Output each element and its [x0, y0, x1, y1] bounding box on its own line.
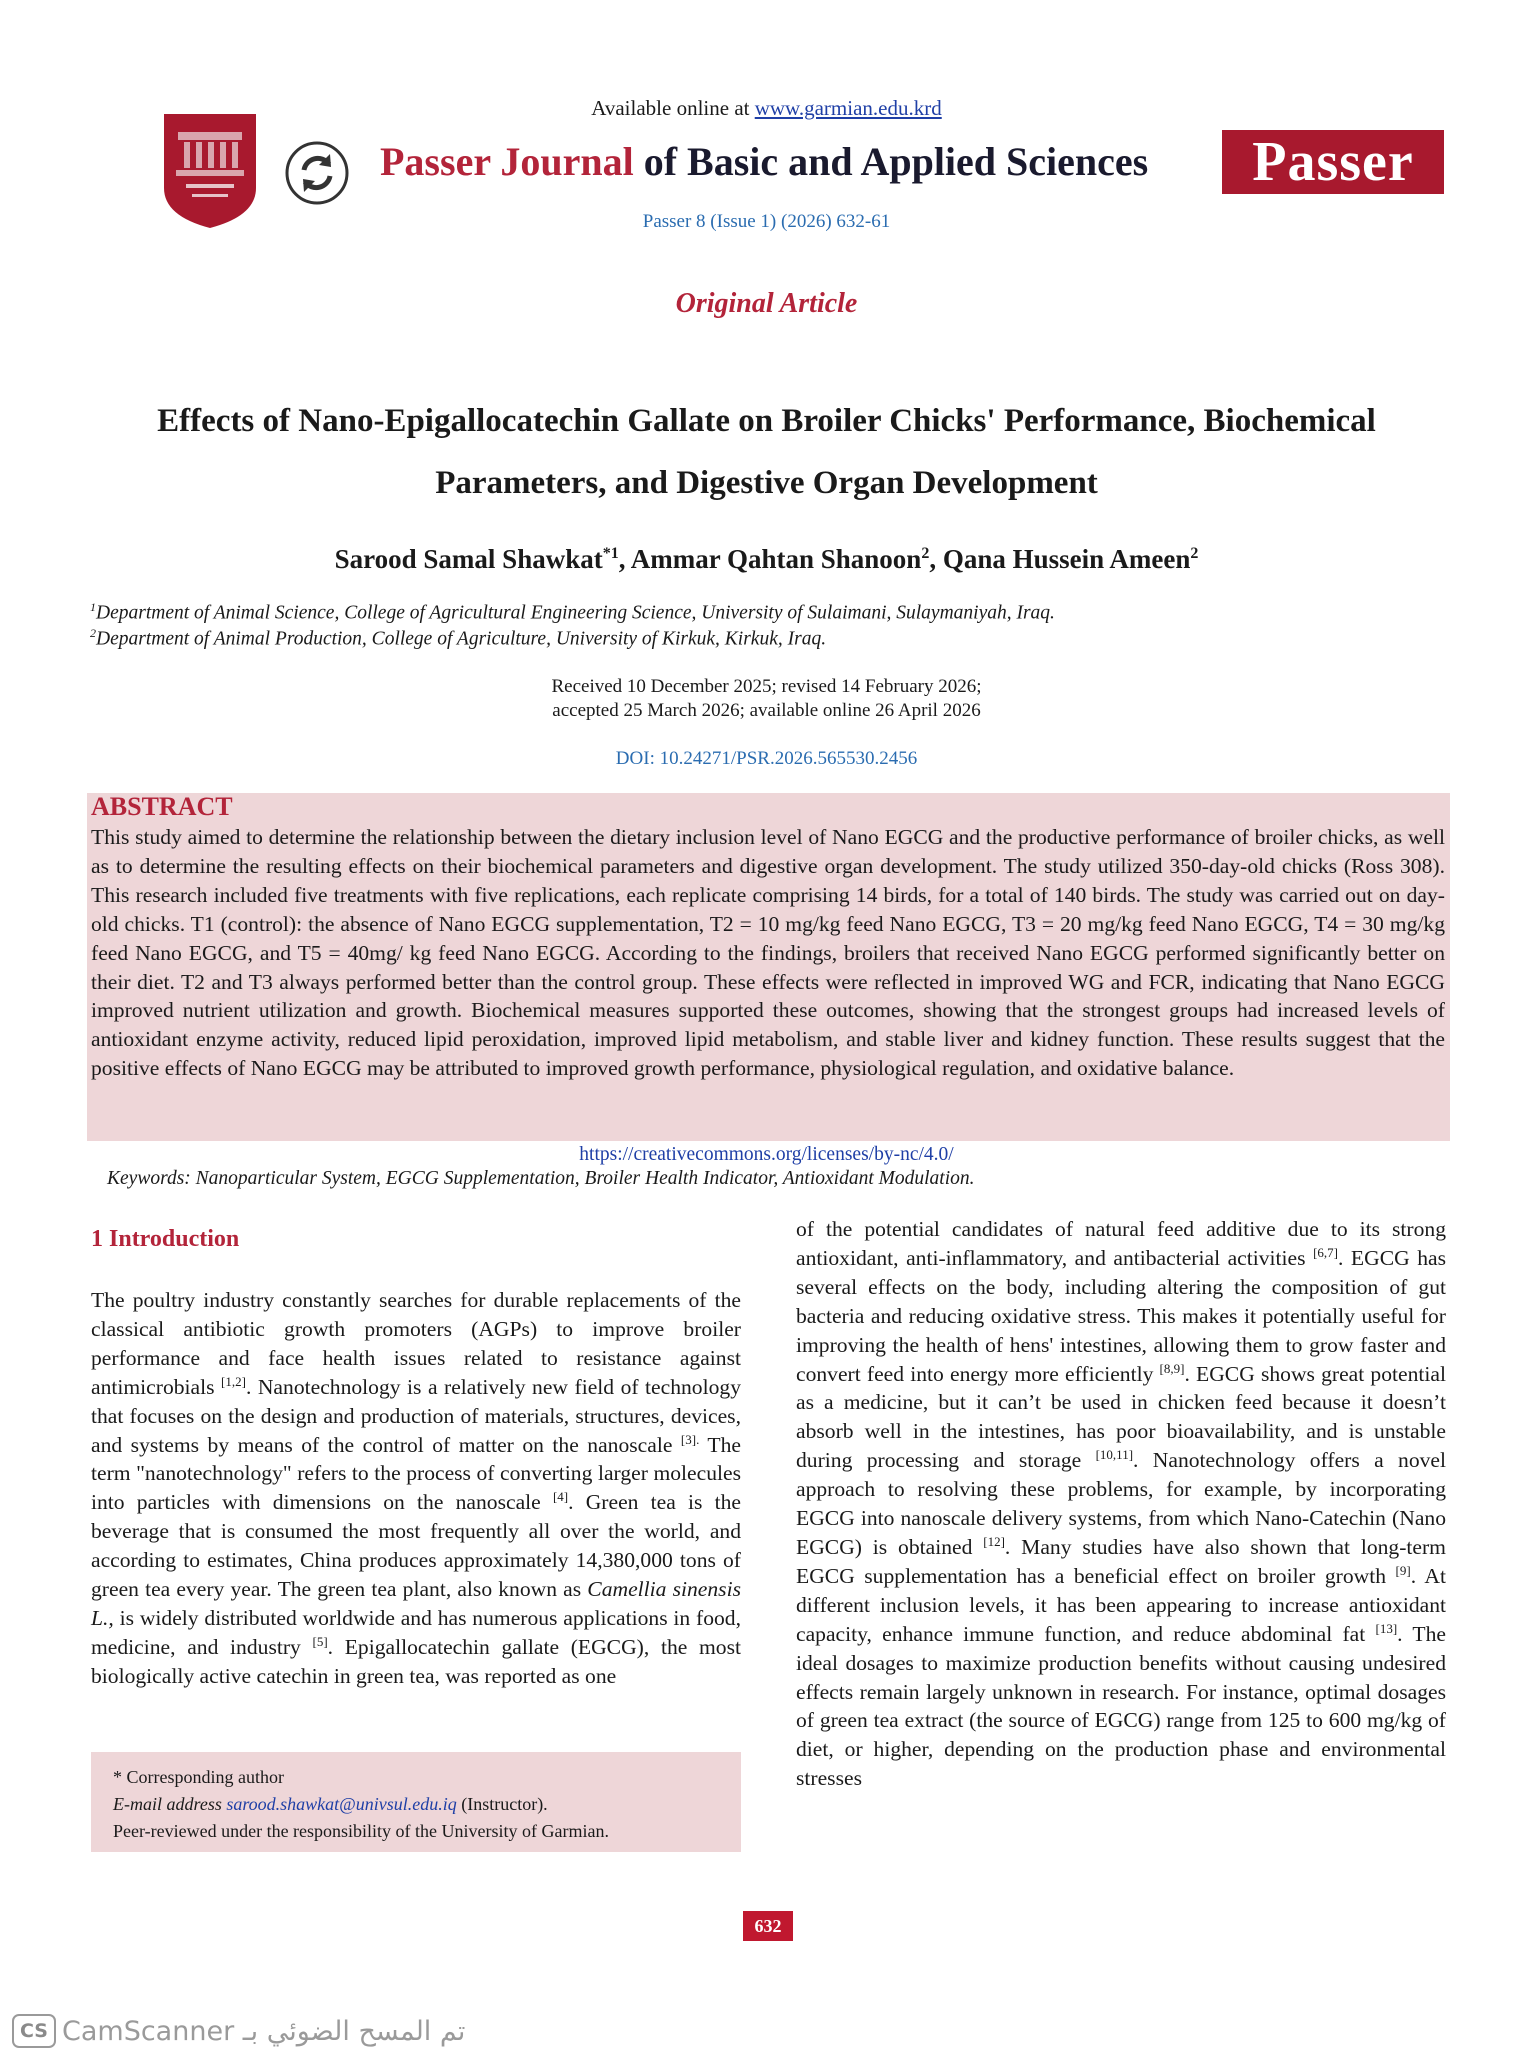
- citation: [12]: [983, 1533, 1005, 1549]
- citation: [10,11]: [1095, 1447, 1134, 1463]
- intro-left-text-1: The poultry industry constantly searches for durable replacements of the classical antibiotic growth promoters (AGPs) to improve broiler performance and face health issues related to resistance against antimicrobials: [91, 1288, 741, 1399]
- doi-label: DOI:: [615, 748, 660, 769]
- affiliation-2: [90, 626, 1450, 651]
- affiliation-1-sup: 1: [90, 600, 96, 614]
- abstract-heading: ABSTRACT: [91, 792, 233, 821]
- affiliation-2-sup: 2: [90, 626, 96, 640]
- email-line: [113, 1791, 733, 1818]
- email-label: E-mail address: [113, 1794, 227, 1814]
- peer-review-note: Peer-reviewed under the responsibility of the University of Garmian.: [113, 1821, 609, 1841]
- intro-right-text-5: . Many studies have also shown that long-term EGCG supplementation has a beneficial effect on broiler growth: [796, 1534, 1446, 1588]
- intro-right-text-2: . EGCG has several effects on the body, including altering the composition of gut bacteria and reducing oxidative stress. This makes it potentially useful for improving the health of hens' intestines, allowing them to grow faster and convert feed into energy more efficiently: [796, 1245, 1446, 1386]
- passer-logo: Passer: [1222, 130, 1444, 194]
- doi-link[interactable]: 10.24271/PSR.2026.565530.2456: [659, 748, 918, 769]
- email-suffix: (Instructor).: [456, 1794, 548, 1814]
- intro-right-text-4: . Nanotechnology offers a novel approach to resolving these problems, for example, by incorporating EGCG into nanoscale delivery systems, from which Nano-Catechin (Nano EGCG) is obtained: [796, 1448, 1446, 1559]
- author-list: Sarood Samal Shawkat$^{*1}$, Ammar Qahtan Shanoon$^2$, Qana Hussein Ameen$^2$: [334, 544, 1199, 574]
- citation: [1,2]: [221, 1373, 246, 1389]
- refresh-icon[interactable]: [284, 140, 350, 206]
- intro-right-text-6: . At different inclusion levels, it has been appearing to increase antioxidant capacity, enhance immune function, and reduce abdominal fat: [796, 1563, 1446, 1646]
- page-number: 632: [743, 1911, 793, 1941]
- email-link[interactable]: sarood.shawkat@univsul.edu.iq: [226, 1794, 457, 1814]
- paper-title: [110, 390, 1423, 514]
- intro-left-text-3: The term "nanotechnology" refers to the process of converting larger molecules into particles with dimensions on the nanoscale: [91, 1432, 741, 1515]
- intro-left-text-5: is widely distributed worldwide and has numerous applications in food, medicine, and industry: [91, 1605, 741, 1659]
- intro-right-text-1: of the potential candidates of natural feed additive due to its strong antioxidant, anti-inflammatory, and antibacterial activities: [796, 1217, 1446, 1270]
- citation: [5]: [312, 1633, 328, 1649]
- journal-title: [380, 138, 1210, 185]
- corresponding-author-text: [113, 1764, 733, 1845]
- intro-left-text-2: . Nanotechnology is a relatively new field of technology that focuses on the design and production of materials, structures, devices, and systems by means of the control of matter on the nanoscale: [91, 1374, 741, 1457]
- citation: [6,7]: [1313, 1244, 1338, 1260]
- license-link[interactable]: https://creativecommons.org/licenses/by-nc/4.0/: [579, 1144, 954, 1165]
- paper-title-line2: Parameters, and Digestive Organ Development: [435, 465, 1098, 501]
- citation: [4]: [552, 1489, 569, 1505]
- intro-right-column: [796, 1215, 1446, 1793]
- camscanner-watermark: CamScanner تم المسح الضوئي بـ: [62, 2016, 466, 2047]
- license-line: [0, 1144, 1533, 1166]
- available-prefix: Available online at: [591, 96, 755, 120]
- doi-line: [0, 748, 1533, 770]
- dates-line-2: accepted 25 March 2026; available online 26 April 2026: [552, 700, 981, 721]
- affiliation-1: [90, 600, 1450, 625]
- author-3: Qana Hussein Ameen: [942, 544, 1191, 574]
- keywords: Keywords: Nanoparticular System, EGCG Supplementation, Broiler Health Indicator, Antioxidant Modulation.: [107, 1168, 975, 1189]
- affiliation-1-text: Department of Animal Science, College of Agricultural Engineering Science, University of Sulaimani, Sulaymaniyah, Iraq.: [96, 602, 1055, 624]
- species-name: Camellia sinensis L.,: [91, 1577, 741, 1630]
- intro-right-text-7: . The ideal dosages to maximize production benefits without causing undesired effects remain largely unknown in research. For instance, optimal dosages of green tea extract (the source of EGCG) range from 125 to 600 mg/kg of diet, or higher, depending on the production phase and environmental stresses: [796, 1621, 1446, 1791]
- intro-left-text-4: . Green tea is the beverage that is consumed the most frequently all over the world, and according to estimates, China produces approximately 14,380,000 tons of green tea every year. The green tea plant, also known as: [91, 1490, 741, 1602]
- author-2-sup: 2: [921, 545, 930, 562]
- corresponding-label: * Corresponding author: [113, 1767, 284, 1787]
- citation: [13]: [1375, 1620, 1398, 1636]
- paper-title-line1: Effects of Nano-Epigallocatechin Gallate on Broiler Chicks' Performance, Biochemical: [157, 403, 1376, 439]
- author-1: Sarood Samal Shawkat: [334, 544, 603, 574]
- journal-title-rest: of Basic and Applied Sciences: [633, 139, 1149, 184]
- camscanner-logo: CS: [12, 2014, 56, 2048]
- journal-website-link[interactable]: www.garmian.edu.krd: [754, 96, 942, 120]
- abstract-text: This study aimed to determine the relationship between the dietary inclusion level of Nano EGCG and the productive performance of broiler chicks, as well as to determine the resulting effects on their biochemical parameters and digestive organ development. The study utilized 350-day-old chicks (Ross 308). This research included five treatments with five replications, each replicate comprising 14 birds, for a total of 140 birds. The study was carried out on day-old chicks. T1 (control): the absence of Nano EGCG supplementation, T2 = 10 mg/kg feed Nano EGCG, T3 = 20 mg/kg feed Nano EGCG, T4 = 30 mg/kg feed Nano EGCG, and T5 = 40mg/ kg feed Nano EGCG. According to the findings, broilers that received Nano EGCG performed significantly better on their diet. T2 and T3 always performed better than the control group. These effects were reflected in improved WG and FCR, indicating that Nano EGCG improved nutrient utilization and growth. Biochemical measures supported these outcomes, showing that the strongest groups had increased levels of antioxidant enzyme activity, reduced lipid peroxidation, improved lipid metabolism, and stable liver and kidney function. These results suggest that the positive effects of Nano EGCG may be attributed to improved growth performance, physiological regulation, and oxidative balance.: [91, 825, 1445, 1081]
- issue-line: Passer 8 (Issue 1) (2026) 632-61: [642, 211, 891, 232]
- author-2: Ammar Qahtan Shanoon: [630, 544, 922, 574]
- citation: [9]: [1395, 1562, 1411, 1578]
- affiliation-2-text: Department of Animal Production, College of Agriculture, University of Kirkuk, Kirkuk, Iraq.: [96, 628, 827, 650]
- dates-line-1: Received 10 December 2025; revised 14 February 2026;: [551, 676, 982, 697]
- citation: [8,9]: [1159, 1360, 1185, 1376]
- citation: [3].: [680, 1431, 700, 1447]
- intro-left-text-6: . Epigallocatechin gallate (EGCG), the most biologically active catechin in green tea, was reported as one: [91, 1634, 741, 1688]
- author-3-sup: 2: [1190, 545, 1199, 562]
- intro-left-column: [91, 1286, 741, 1691]
- section-heading-introduction: 1 Introduction: [91, 1226, 240, 1252]
- journal-title-red: Passer Journal: [380, 139, 634, 184]
- author-1-sup: *1: [602, 545, 619, 562]
- article-dates: [0, 675, 1533, 723]
- intro-right-text-3: . EGCG shows great potential as a medicine, but it can’t be used in chicken feed because it doesn’t absorb well in the intestines, has poor bioavailability, and is unstable during processing and storage: [796, 1361, 1446, 1473]
- article-type: Original Article: [675, 288, 858, 319]
